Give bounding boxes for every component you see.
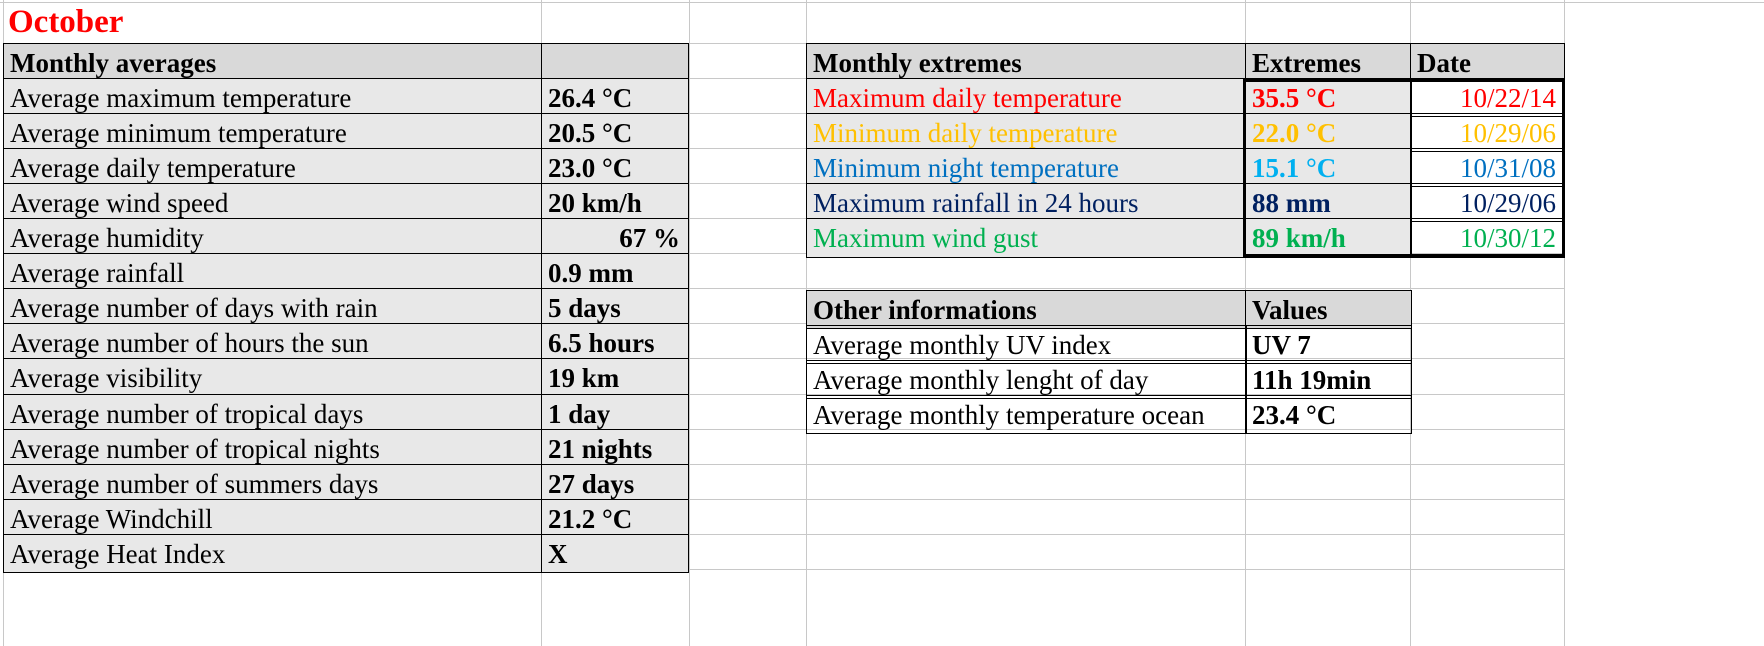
average-row-value[interactable]: 20.5 °C: [541, 113, 689, 153]
average-row-label[interactable]: Average number of summers days: [3, 464, 543, 504]
averages-header-label[interactable]: Monthly averages: [3, 43, 543, 83]
average-row-label[interactable]: Average rainfall: [3, 253, 543, 293]
extreme-row-value[interactable]: 88 mm: [1245, 183, 1412, 223]
average-row-label[interactable]: Average number of tropical nights: [3, 429, 543, 469]
average-row-label[interactable]: Average minimum temperature: [3, 113, 543, 153]
extreme-row-value[interactable]: 15.1 °C: [1245, 148, 1412, 188]
average-row-label[interactable]: Average Heat Index: [3, 534, 543, 574]
other-header-label[interactable]: Other informations: [806, 290, 1247, 330]
extremes-header-date[interactable]: Date: [1410, 43, 1565, 83]
average-row-value[interactable]: 1 day: [541, 394, 689, 434]
average-row-label[interactable]: Average maximum temperature: [3, 78, 543, 118]
average-row-value[interactable]: 21.2 °C: [541, 499, 689, 539]
other-row-label[interactable]: Average monthly lenght of day: [806, 360, 1247, 400]
average-row-label[interactable]: Average visibility: [3, 358, 543, 398]
other-header-value[interactable]: Values: [1245, 290, 1412, 330]
average-row-value[interactable]: 20 km/h: [541, 183, 689, 223]
average-row-label[interactable]: Average number of hours the sun: [3, 323, 543, 363]
extreme-row-label[interactable]: Minimum daily temperature: [806, 113, 1247, 153]
averages-header-value[interactable]: [541, 43, 689, 83]
extreme-row-value[interactable]: 89 km/h: [1245, 218, 1412, 258]
grid-row-line: [0, 2, 1764, 3]
average-row-value[interactable]: 0.9 mm: [541, 253, 689, 293]
extreme-row-label[interactable]: Maximum daily temperature: [806, 78, 1247, 118]
extreme-row-value[interactable]: 22.0 °C: [1245, 113, 1412, 153]
extreme-row-label[interactable]: Maximum rainfall in 24 hours: [806, 183, 1247, 223]
average-row-value[interactable]: 26.4 °C: [541, 78, 689, 118]
average-row-label[interactable]: Average number of tropical days: [3, 394, 543, 434]
other-row-value[interactable]: 11h 19min: [1245, 360, 1412, 400]
extreme-row-date[interactable]: 10/29/06: [1410, 183, 1565, 223]
extremes-header-label[interactable]: Monthly extremes: [806, 43, 1247, 83]
other-row-value[interactable]: 23.4 °C: [1245, 395, 1412, 435]
extreme-row-date[interactable]: 10/31/08: [1410, 148, 1565, 188]
extreme-row-date[interactable]: 10/22/14: [1410, 78, 1565, 118]
other-row-label[interactable]: Average monthly temperature ocean: [806, 395, 1247, 435]
average-row-value[interactable]: 27 days: [541, 464, 689, 504]
average-row-value[interactable]: 5 days: [541, 288, 689, 328]
average-row-value[interactable]: 67 %: [541, 218, 689, 258]
extreme-row-date[interactable]: 10/29/06: [1410, 113, 1565, 153]
average-row-label[interactable]: Average humidity: [3, 218, 543, 258]
average-row-label[interactable]: Average wind speed: [3, 183, 543, 223]
extremes-header-value[interactable]: Extremes: [1245, 43, 1412, 83]
extreme-row-label[interactable]: Maximum wind gust: [806, 218, 1247, 258]
other-row-label[interactable]: Average monthly UV index: [806, 325, 1247, 365]
extreme-row-label[interactable]: Minimum night temperature: [806, 148, 1247, 188]
extreme-row-value[interactable]: 35.5 °C: [1245, 78, 1412, 118]
other-row-value[interactable]: UV 7: [1245, 325, 1412, 365]
average-row-label[interactable]: Average daily temperature: [3, 148, 543, 188]
average-row-value[interactable]: 19 km: [541, 358, 689, 398]
average-row-value[interactable]: X: [541, 534, 689, 574]
average-row-value[interactable]: 6.5 hours: [541, 323, 689, 363]
average-row-label[interactable]: Average Windchill: [3, 499, 543, 539]
sheet-title: October: [8, 4, 124, 40]
average-row-value[interactable]: 23.0 °C: [541, 148, 689, 188]
average-row-value[interactable]: 21 nights: [541, 429, 689, 469]
average-row-label[interactable]: Average number of days with rain: [3, 288, 543, 328]
extreme-row-date[interactable]: 10/30/12: [1410, 218, 1565, 258]
